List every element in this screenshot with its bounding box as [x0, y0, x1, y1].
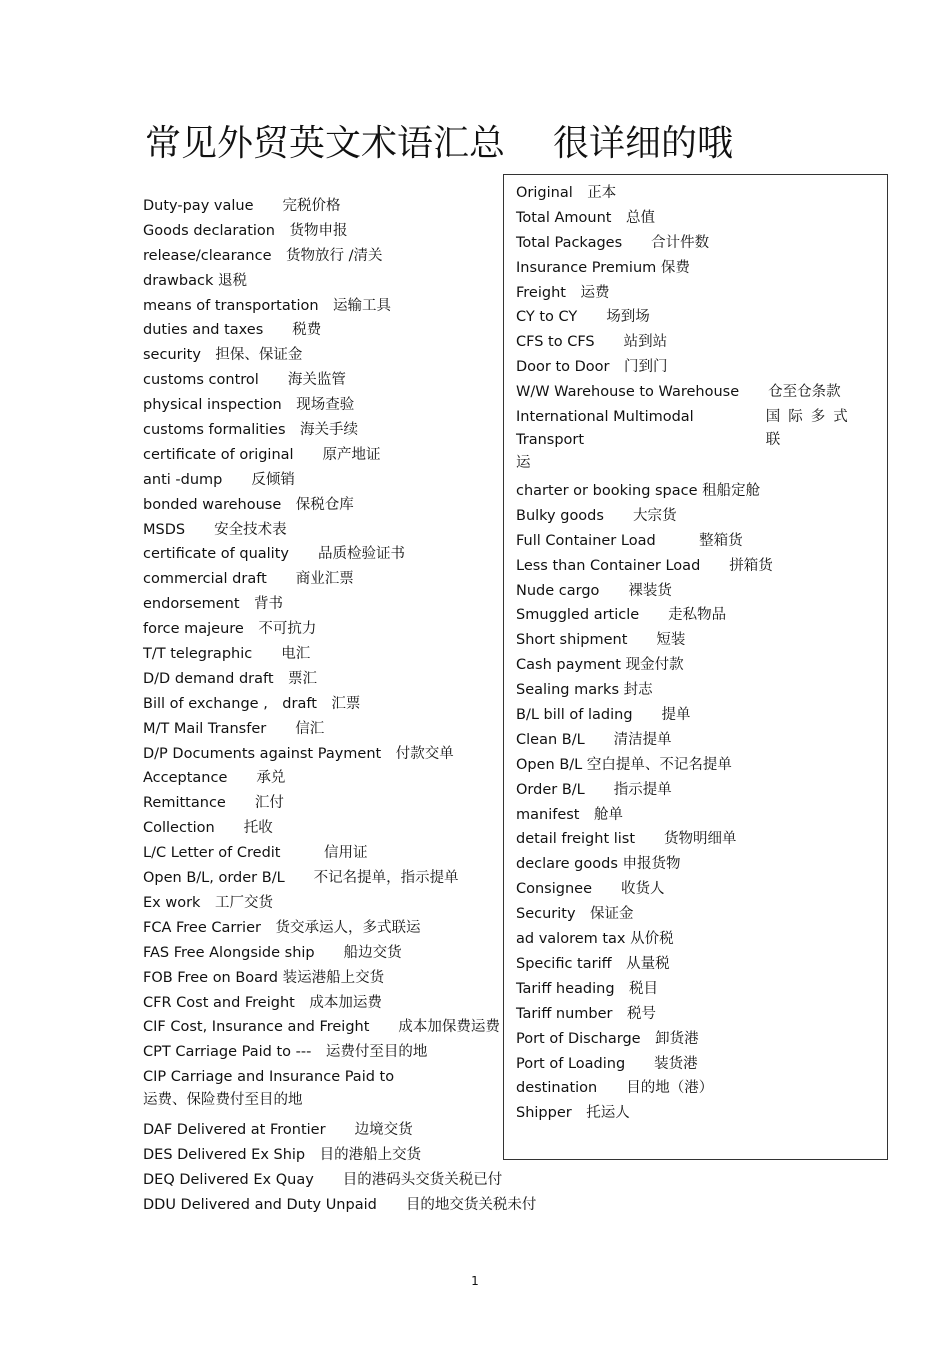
list-item: CFS to CFS 站到站	[516, 334, 668, 351]
list-item: endorsement 背书	[143, 596, 284, 613]
list-item: Bill of exchange , draft 汇票	[143, 695, 361, 712]
list-item: force majeure 不可抗力	[143, 621, 317, 638]
list-item: detail freight list 货物明细单	[516, 831, 737, 848]
list-item: Door to Door 门到门	[516, 359, 668, 376]
list-item: CY to CY 场到场	[516, 309, 650, 326]
list-item: Insurance Premium 保费	[516, 259, 690, 276]
list-item: Port of Loading 装货港	[516, 1055, 698, 1072]
list-item: certificate of original 原产地证	[143, 446, 381, 463]
list-item: Cash payment 现金付款	[516, 657, 684, 674]
list-item-wrapped	[516, 405, 878, 479]
list-item: Collection 托收	[143, 820, 273, 837]
list-item: Acceptance 承兑	[143, 770, 286, 787]
list-item: manifest 舱单	[516, 806, 623, 823]
list-item: CIF Cost, Insurance and Freight 成本加保费运费	[143, 1019, 500, 1036]
list-item: Full Container Load 整箱货	[516, 532, 743, 549]
terms-box	[503, 174, 888, 1160]
list-item: CFR Cost and Freight 成本加运费	[143, 994, 382, 1011]
list-item: Tariff heading 税目	[516, 980, 659, 997]
list-item: drawback 退税	[143, 272, 247, 289]
list-item: Open B/L, order B/L 不记名提单，指示提单	[143, 870, 459, 887]
title-main: 常见外贸英文术语汇总	[145, 123, 506, 164]
list-item: CPT Carriage Paid to --- 运费付至目的地	[143, 1044, 428, 1061]
list-item: Original 正本	[516, 185, 617, 201]
list-item: FCA Free Carrier 货交承运人，多式联运	[143, 919, 421, 936]
list-item: duties and taxes 税费	[143, 322, 322, 339]
list-item: Total Packages 合计件数	[516, 234, 710, 251]
list-item: Remittance 汇付	[143, 795, 284, 812]
list-item: Sealing marks 封志	[516, 682, 653, 699]
list-item: Short shipment 短装	[516, 632, 686, 649]
list-item: Duty-pay value 完税价格	[143, 198, 341, 214]
list-item: release/clearance 货物放行 /清关	[143, 247, 383, 264]
list-item: Order B/L 指示提单	[516, 781, 672, 798]
right-term-list	[516, 181, 878, 1126]
list-item: Specific tariff 从量税	[516, 955, 670, 972]
list-item: DES Delivered Ex Ship 目的港船上交货	[143, 1146, 422, 1163]
title-sub: 很详细的哦	[553, 123, 734, 164]
list-item: customs control 海关监管	[143, 372, 346, 389]
list-item: Goods declaration 货物申报	[143, 222, 348, 239]
list-item: Tariff number 税号	[516, 1005, 657, 1022]
list-item: T/T telegraphic 电汇	[143, 646, 311, 663]
list-item: Clean B/L 清洁提单	[516, 731, 672, 748]
list-item: Consignee 收货人	[516, 881, 665, 898]
list-item: Security 保证金	[516, 906, 634, 923]
list-item: B/L bill of lading 提单	[516, 707, 691, 724]
list-item: M/T Mail Transfer 信汇	[143, 720, 325, 737]
list-item: charter or booking space 租船定舱	[516, 483, 761, 500]
list-item: L/C Letter of Credit 信用证	[143, 845, 368, 862]
list-item: Freight 运费	[516, 284, 610, 301]
list-item: ad valorem tax 从价税	[516, 931, 674, 948]
list-item: anti -dump 反倾销	[143, 471, 295, 488]
term-zh: 国际多式联	[765, 409, 856, 449]
list-item: Bulky goods 大宗货	[516, 507, 677, 524]
list-item: means of transportation 运输工具	[143, 297, 392, 314]
list-item: D/D demand draft 票汇	[143, 670, 318, 687]
list-item: FAS Free Alongside ship 船边交货	[143, 944, 402, 961]
list-item: Ex work 工厂交货	[143, 894, 273, 911]
list-item: certificate of quality 品质检验证书	[143, 546, 405, 563]
list-item: commercial draft 商业汇票	[143, 571, 354, 588]
list-item: Open B/L 空白提单、不记名提单	[516, 756, 732, 773]
list-item: security 担保、保证金	[143, 347, 303, 364]
list-item: DDU Delivered and Duty Unpaid 目的地交货关税未付	[143, 1196, 537, 1213]
list-item: DAF Delivered at Frontier 边境交货	[143, 1122, 413, 1139]
list-item: Shipper 托运人	[516, 1105, 630, 1122]
list-item: W/W Warehouse to Warehouse 仓至仓条款	[516, 384, 841, 401]
list-item: Less than Container Load 拼箱货	[516, 557, 773, 574]
list-item: FOB Free on Board 装运港船上交货	[143, 969, 385, 986]
list-item: declare goods 申报货物	[516, 856, 681, 873]
list-item: DEQ Delivered Ex Quay 目的港码头交货关税已付	[143, 1171, 503, 1188]
list-item: Total Amount 总值	[516, 209, 655, 226]
list-item: destination 目的地（港）	[516, 1080, 714, 1097]
list-item: Nude cargo 裸装货	[516, 582, 672, 599]
list-item: Port of Discharge 卸货港	[516, 1030, 699, 1047]
list-item: D/P Documents against Payment 付款交单	[143, 745, 454, 762]
list-item: 运费、保险费付至目的地	[143, 1092, 303, 1109]
page-number: 1	[471, 1274, 479, 1288]
list-item: physical inspection 现场查验	[143, 397, 355, 414]
term-zh-continued: 运	[516, 455, 531, 472]
list-item: CIP Carriage and Insurance Paid to	[143, 1069, 395, 1086]
term-en: International Multimodal Transport	[516, 409, 694, 449]
list-item: customs formalities 海关手续	[143, 422, 359, 439]
list-item: MSDS 安全技术表	[143, 521, 287, 538]
left-term-list	[143, 194, 537, 1218]
list-item: Smuggled article 走私物品	[516, 607, 727, 624]
list-item: bonded warehouse 保税仓库	[143, 496, 354, 513]
page-title	[145, 120, 733, 168]
